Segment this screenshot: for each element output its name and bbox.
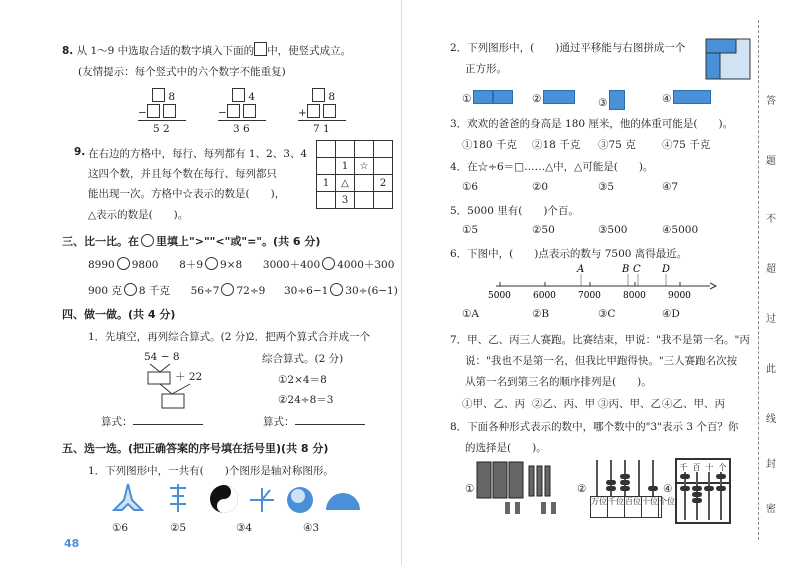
r-q2-opt4[interactable]: ④ [662,90,711,105]
sec5-q1: 1．下列图形中，一共有( )个图形是轴对称图形。 [88,465,334,477]
r-q6-opt3[interactable]: ③C [598,308,616,320]
r-q3: 3．欢欢的爸爸的身高是 180 厘米，他的体重可能是( )。 [450,118,734,130]
blank-box [254,42,267,56]
sec4-q2: 2．把两个算式合并成一个 [248,331,371,343]
option-3[interactable]: ③4 [236,522,253,534]
digit-box[interactable] [323,104,336,118]
cut-char: 不 [766,214,776,225]
digit-box[interactable] [227,104,240,118]
answer-1[interactable]: 算式： [101,414,203,429]
section-3-title: 三、比一比。在 里填上">""<"或"="。(共 6 分) [62,235,321,248]
section-4-title: 四、做一做。(共 4 分) [62,308,176,321]
equation-a: ①2×4＝8 [278,374,327,386]
q9-line4: △表示的数是( )。 [88,209,189,221]
tree-plus: ＋ 22 [175,371,203,383]
cut-char: 过 [766,314,776,325]
page-gutter [401,0,402,565]
pinwheel-icon [250,488,274,512]
cut-line [758,20,759,540]
r-q6-opt4[interactable]: ④D [662,308,680,320]
sudoku-grid: 1 ☆ 1 △ 2 3 [316,140,393,209]
r-q2-opt1[interactable]: ① [462,90,513,105]
compare-circle[interactable] [322,257,335,270]
r-q3-opt1[interactable]: ①180 千克 [462,139,517,151]
tick-5000: 5000 [488,291,511,301]
r-q7-opt1[interactable]: ①甲、乙、丙 [462,398,525,410]
sec4-q1: 1．先填空，再列综合算式。(2 分) [88,331,250,343]
equation-b: ②24÷8＝3 [278,394,334,406]
r-q5-opt4[interactable]: ④5000 [662,224,699,236]
r-q8-opt1[interactable]: ① [465,483,475,495]
q9-line1: 9. 在右边的方格中，每行、每列都有 1、2、3、4 [74,146,308,160]
r-q8-opt2[interactable]: ② [577,483,587,495]
r-q7-line3: 从第一名到第三名的顺序排列是( )。 [465,376,652,388]
compare-circle[interactable] [330,283,343,296]
cut-char: 线 [766,414,776,425]
r-q7-line1: 7．甲、乙、丙三人赛跑。比赛结束，甲说："我不是第一名。"丙 [450,334,750,346]
shape-2-icon [170,484,186,512]
r-q2-line1: 2．下列图形中，( )通过平移能与右图拼成一个 [450,42,686,54]
digit-box[interactable] [243,104,256,118]
point-c: C [633,264,641,275]
r-q5: 5．5000 里有( )个百。 [450,205,579,217]
abacus-counter-figure: 万位 千位 百位 十位 个位 [590,458,660,518]
r-q4-opt4[interactable]: ④7 [662,181,679,193]
r-q7-line2: 说："我也不是第一名，但我比甲跑得快。"三人赛跑名次按 [465,355,738,367]
compare-circle[interactable] [117,257,130,270]
option-1[interactable]: ①6 [112,522,129,534]
page-number: 48 [64,537,80,550]
compare-row-1: 8990 9800 8＋9 9×8 3000＋400 4000＋300 [88,259,395,271]
cut-char: 此 [766,364,776,375]
cut-char: 超 [766,264,776,275]
counting-blocks-figure [475,458,565,518]
shape-1-icon [114,484,142,510]
option-2[interactable]: ②5 [170,522,187,534]
section-5-title: 五、选一选。(把正确答案的序号填在括号里)(共 8 分) [62,442,329,455]
q9-line3: 能出现一次。方格中☆表示的数是( )， [88,188,286,200]
compare-circle[interactable] [205,257,218,270]
compare-row-2: 900 克 8 千克 56÷7 72÷9 30÷6−1 30÷(6−1) [88,285,398,297]
r-q2-opt2[interactable]: ② [532,90,575,105]
r-q7-opt4[interactable]: ④乙、甲、丙 [662,398,725,410]
point-d: D [662,264,671,275]
q8-hint: (友情提示：每个竖式中的六个数字不能重复) [78,66,286,78]
number-line [488,262,718,304]
r-q5-opt1[interactable]: ①5 [462,224,479,236]
digit-box[interactable] [163,104,176,118]
digit-box[interactable] [312,88,325,102]
option-4[interactable]: ④3 [303,522,320,534]
tick-9000: 9000 [668,291,691,301]
tick-6000: 6000 [533,291,556,301]
compare-circle[interactable] [221,283,234,296]
cut-char: 答 [766,96,776,107]
r-q7-opt3[interactable]: ③丙、甲、乙 [598,398,661,410]
tick-8000: 8000 [623,291,646,301]
r-q3-opt2[interactable]: ②18 千克 [532,139,581,151]
r-q5-opt3[interactable]: ③500 [598,224,628,236]
r-q3-opt4[interactable]: ④75 千克 [662,139,711,151]
r-q5-opt2[interactable]: ②50 [532,224,555,236]
r-q7-opt2[interactable]: ②乙、丙、甲 [532,398,595,410]
cut-char: 题 [766,156,776,167]
circles-icon [287,487,313,513]
r-q2-line2: 正方形。 [465,63,507,75]
abacus-figure: 千 百 十 个 [675,458,731,524]
r-q4-opt3[interactable]: ③5 [598,181,615,193]
target-square-figure [705,38,751,80]
r-q6-opt2[interactable]: ②B [532,308,550,320]
digit-box[interactable] [232,88,245,102]
digit-box[interactable] [152,88,165,102]
r-q4: 4．在☆÷6＝□……△中，△可能是( )。 [450,161,654,173]
sec4-q2b: 综合算式。(2 分) [262,353,344,365]
r-q8-line1: 8．下面各种形式表示的数中，哪个数中的"3"表示 3 个百？你 [450,421,739,433]
r-q8-opt4[interactable]: ④ [663,483,673,495]
r-q4-opt2[interactable]: ②0 [532,181,549,193]
semicircle-icon [326,493,360,510]
r-q3-opt3[interactable]: ③75 克 [598,139,636,151]
q9-line2: 这四个数，并且每个数在每行、每列都只 [88,168,277,180]
r-q6: 6．下图中，( )点表示的数与 7500 离得最近。 [450,248,688,260]
tick-7000: 7000 [578,291,601,301]
compare-circle[interactable] [124,283,137,296]
r-q8-line2: 的选择是( )。 [465,442,547,454]
r-q6-opt1[interactable]: ①A [462,308,479,320]
digit-box[interactable] [307,104,320,118]
r-q2-opt3[interactable]: ③ [598,90,625,110]
point-b: B [622,264,630,275]
cut-char: 密 [766,504,776,515]
cut-char: 封 [766,459,776,470]
taiji-icon [210,485,238,513]
answer-2[interactable]: 算式： [263,414,365,429]
digit-box[interactable] [147,104,160,118]
q8-line1: 8. 从 1～9 中选取合适的数字填入下面的 中，使竖式成立。 [62,42,351,58]
r-q4-opt1[interactable]: ①6 [462,181,479,193]
tree-top: 54 − 8 [144,351,180,363]
point-a: A [577,264,585,275]
symmetry-shapes [112,482,372,518]
